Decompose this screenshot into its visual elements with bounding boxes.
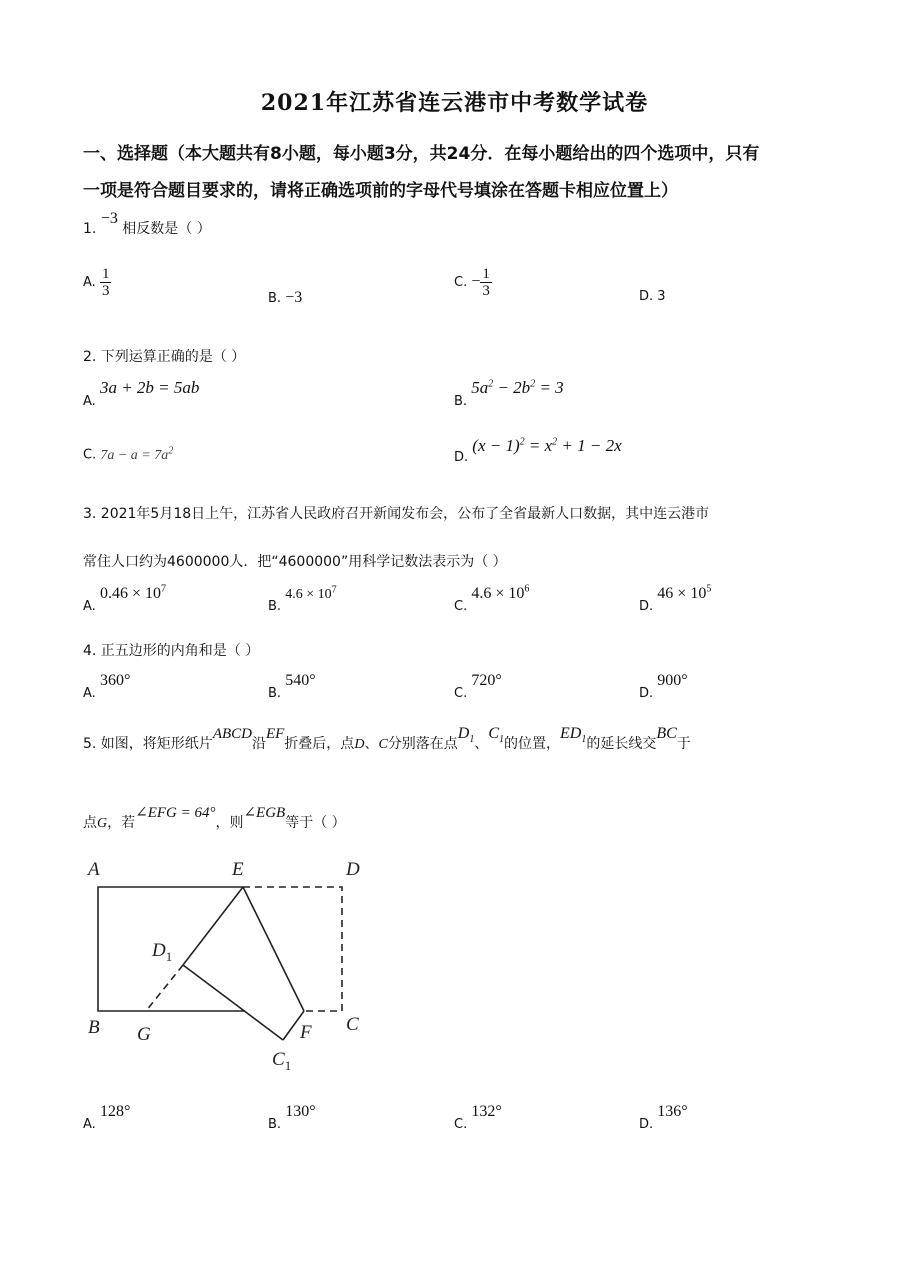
math: ABCD	[212, 726, 252, 742]
option-expression	[100, 585, 166, 602]
option-value: 360°	[99, 672, 131, 689]
text: 于	[676, 736, 691, 752]
text: 、	[474, 736, 489, 752]
option-label: D.	[639, 289, 654, 304]
option-label: C.	[454, 599, 468, 615]
expr-part: 5a	[471, 378, 489, 397]
q3-option-b[interactable]	[268, 584, 337, 614]
option-label: C.	[83, 447, 97, 463]
question-5-line2	[83, 805, 346, 832]
q2-option-b[interactable]	[454, 378, 564, 409]
numerator: 1	[101, 266, 110, 282]
section-header-line2: 一项是符合题目要求的，请将正确选项前的字母代号填涂在答题卡相应位置上）	[83, 181, 678, 201]
label-d: D	[346, 859, 360, 880]
option-value: 720°	[471, 672, 502, 689]
q5-option-a[interactable]	[83, 1103, 131, 1132]
exponent: 2	[488, 378, 494, 390]
fraction	[100, 266, 112, 299]
q4-option-d[interactable]	[639, 672, 688, 701]
option-label: D.	[639, 599, 654, 615]
page-title: 2021年江苏省连云港市中考数学试卷	[260, 90, 649, 116]
option-expression	[285, 584, 337, 602]
expr-part: − 2b	[493, 378, 531, 397]
expr-part: 7a − a = 7a	[100, 447, 169, 463]
question-expression: −3	[100, 210, 118, 227]
exponent: 6	[524, 584, 530, 595]
q3-option-c[interactable]	[454, 584, 530, 615]
exponent: 7	[331, 584, 337, 595]
label-b: B	[88, 1017, 100, 1038]
text: 点	[83, 815, 97, 831]
extension-d1g	[146, 965, 183, 1011]
exponent: 2	[168, 445, 174, 456]
label-d1-sub: 1	[165, 949, 173, 964]
subscript: 1	[469, 734, 475, 746]
text: 分别落在点	[387, 736, 458, 752]
question-3-line1: 3. 2021年5月18日上午，江苏省人民政府召开新闻发布会，公布了全省最新人口数据，其中连云港市	[83, 506, 710, 522]
option-label: A.	[83, 686, 96, 701]
denominator: 3	[101, 283, 110, 299]
question-stem: 相反数是（ ）	[122, 221, 211, 237]
expr-part: + 1 − 2x	[557, 436, 622, 455]
q2-option-c[interactable]	[83, 445, 173, 464]
math-base: ED	[560, 725, 582, 742]
segment-ed1	[183, 887, 243, 965]
expr-base: 46 × 10	[657, 585, 707, 603]
text: 5. 如图，将矩形纸片	[83, 736, 213, 752]
q4-option-a[interactable]	[83, 672, 131, 701]
subscript: 1	[581, 734, 587, 746]
question-4-stem: 4. 正五边形的内角和是（ ）	[83, 643, 260, 659]
q2-option-a[interactable]	[83, 378, 200, 409]
q2-option-d[interactable]	[454, 436, 622, 465]
q4-option-c[interactable]	[454, 672, 502, 701]
option-expression	[472, 436, 621, 455]
option-expression	[657, 585, 711, 602]
option-label: B.	[268, 686, 282, 701]
exponent: 2	[530, 378, 536, 390]
q5-option-c[interactable]	[454, 1103, 502, 1132]
text: 、	[364, 736, 379, 752]
math	[560, 725, 587, 746]
exponent: 2	[519, 436, 525, 448]
segment-d1c1	[183, 965, 283, 1040]
option-expression	[100, 445, 174, 463]
option-value: 136°	[657, 1103, 688, 1120]
math-base: D	[457, 725, 470, 742]
label-g: G	[137, 1024, 151, 1045]
label-e: E	[232, 859, 244, 880]
section-header-line1: 一、选择题（本大题共有8小题，每小题3分，共24分．在每小题给出的四个选项中，只有	[83, 144, 760, 164]
math	[488, 725, 505, 746]
q1-option-b[interactable]	[268, 289, 302, 307]
option-value: 132°	[471, 1103, 502, 1120]
label-f: F	[300, 1022, 312, 1043]
q5-option-b[interactable]	[268, 1103, 316, 1132]
q1-option-c[interactable]	[454, 266, 492, 299]
label-c1-sub: 1	[284, 1058, 292, 1073]
rectangle-dashed-edge	[243, 887, 342, 1011]
text: 等于（ ）	[285, 815, 346, 831]
question-3-line2: 常住人口约为4600000人．把“4600000”用科学记数法表示为（ ）	[83, 554, 507, 570]
option-label: D.	[639, 686, 654, 701]
option-label: A.	[83, 599, 96, 615]
text: 的延长线交	[586, 736, 657, 752]
option-label: A.	[83, 275, 96, 290]
option-label: A.	[83, 1117, 96, 1132]
math: BC	[656, 725, 677, 742]
math: D	[354, 737, 365, 752]
expr-base: 4.6 × 10	[471, 585, 525, 603]
folded-rectangle-figure	[80, 850, 380, 1080]
option-label: A.	[83, 394, 96, 409]
option-label: B.	[454, 394, 468, 409]
q1-option-d[interactable]	[639, 289, 666, 304]
denominator: 3	[482, 283, 490, 299]
option-label: B.	[268, 598, 282, 614]
q5-option-d[interactable]	[639, 1103, 688, 1132]
option-label: D.	[639, 1117, 654, 1132]
option-label: B.	[268, 1117, 282, 1132]
minus-sign: −	[471, 273, 481, 290]
expr-base: 0.46 × 10	[99, 585, 161, 603]
label-c1	[272, 1049, 291, 1073]
fold-line-ef	[243, 887, 304, 1011]
option-expression	[471, 585, 529, 602]
numerator: 1	[482, 266, 490, 282]
text: 沿	[251, 736, 266, 752]
option-label: C.	[454, 275, 468, 290]
exponent: 2	[552, 436, 558, 448]
option-label: C.	[454, 1117, 468, 1132]
fraction	[480, 266, 492, 299]
option-value: 128°	[99, 1103, 131, 1120]
question-number: 1.	[83, 221, 97, 237]
q1-option-a[interactable]	[83, 266, 111, 299]
text: ，则	[215, 815, 244, 831]
option-label: B.	[268, 291, 282, 306]
exponent: 5	[706, 584, 712, 595]
subscript: 1	[499, 734, 505, 746]
expr-part: = 3	[535, 378, 564, 397]
q4-option-b[interactable]	[268, 672, 316, 701]
math: ∠EFG = 64°	[135, 805, 216, 821]
option-label: C.	[454, 686, 468, 701]
label-c: C	[346, 1014, 359, 1035]
math: C	[378, 737, 388, 752]
math	[457, 725, 475, 746]
math: ∠EGB	[243, 805, 286, 821]
option-value: −3	[285, 289, 303, 306]
math: EF	[265, 726, 285, 742]
math-base: C	[488, 725, 500, 742]
expr-part: (x − 1)	[472, 436, 520, 455]
question-5-line1	[83, 725, 691, 755]
text: ，若	[107, 815, 136, 831]
exponent: 7	[160, 584, 166, 595]
label-d1-base: D	[152, 940, 166, 961]
option-value: 900°	[657, 672, 688, 689]
question-1	[83, 210, 211, 238]
math: G	[97, 816, 108, 831]
expr-part: = x	[524, 436, 553, 455]
question-2-stem: 2. 下列运算正确的是（ ）	[83, 349, 246, 365]
option-expression: 3a + 2b = 5ab	[99, 378, 200, 397]
label-d1	[151, 940, 172, 964]
option-value: 130°	[285, 1103, 316, 1120]
label-a: A	[88, 859, 100, 880]
q3-option-a[interactable]	[83, 584, 166, 615]
option-expression	[471, 378, 563, 397]
label-c1-base: C	[272, 1049, 285, 1070]
option-value: 540°	[285, 672, 316, 689]
text: 的位置，	[504, 736, 561, 752]
expr-base: 4.6 × 10	[285, 586, 332, 602]
option-value: 3	[657, 289, 666, 304]
text: 折叠后，点	[284, 736, 355, 752]
option-label: D.	[454, 450, 469, 465]
q3-option-d[interactable]	[639, 584, 712, 615]
